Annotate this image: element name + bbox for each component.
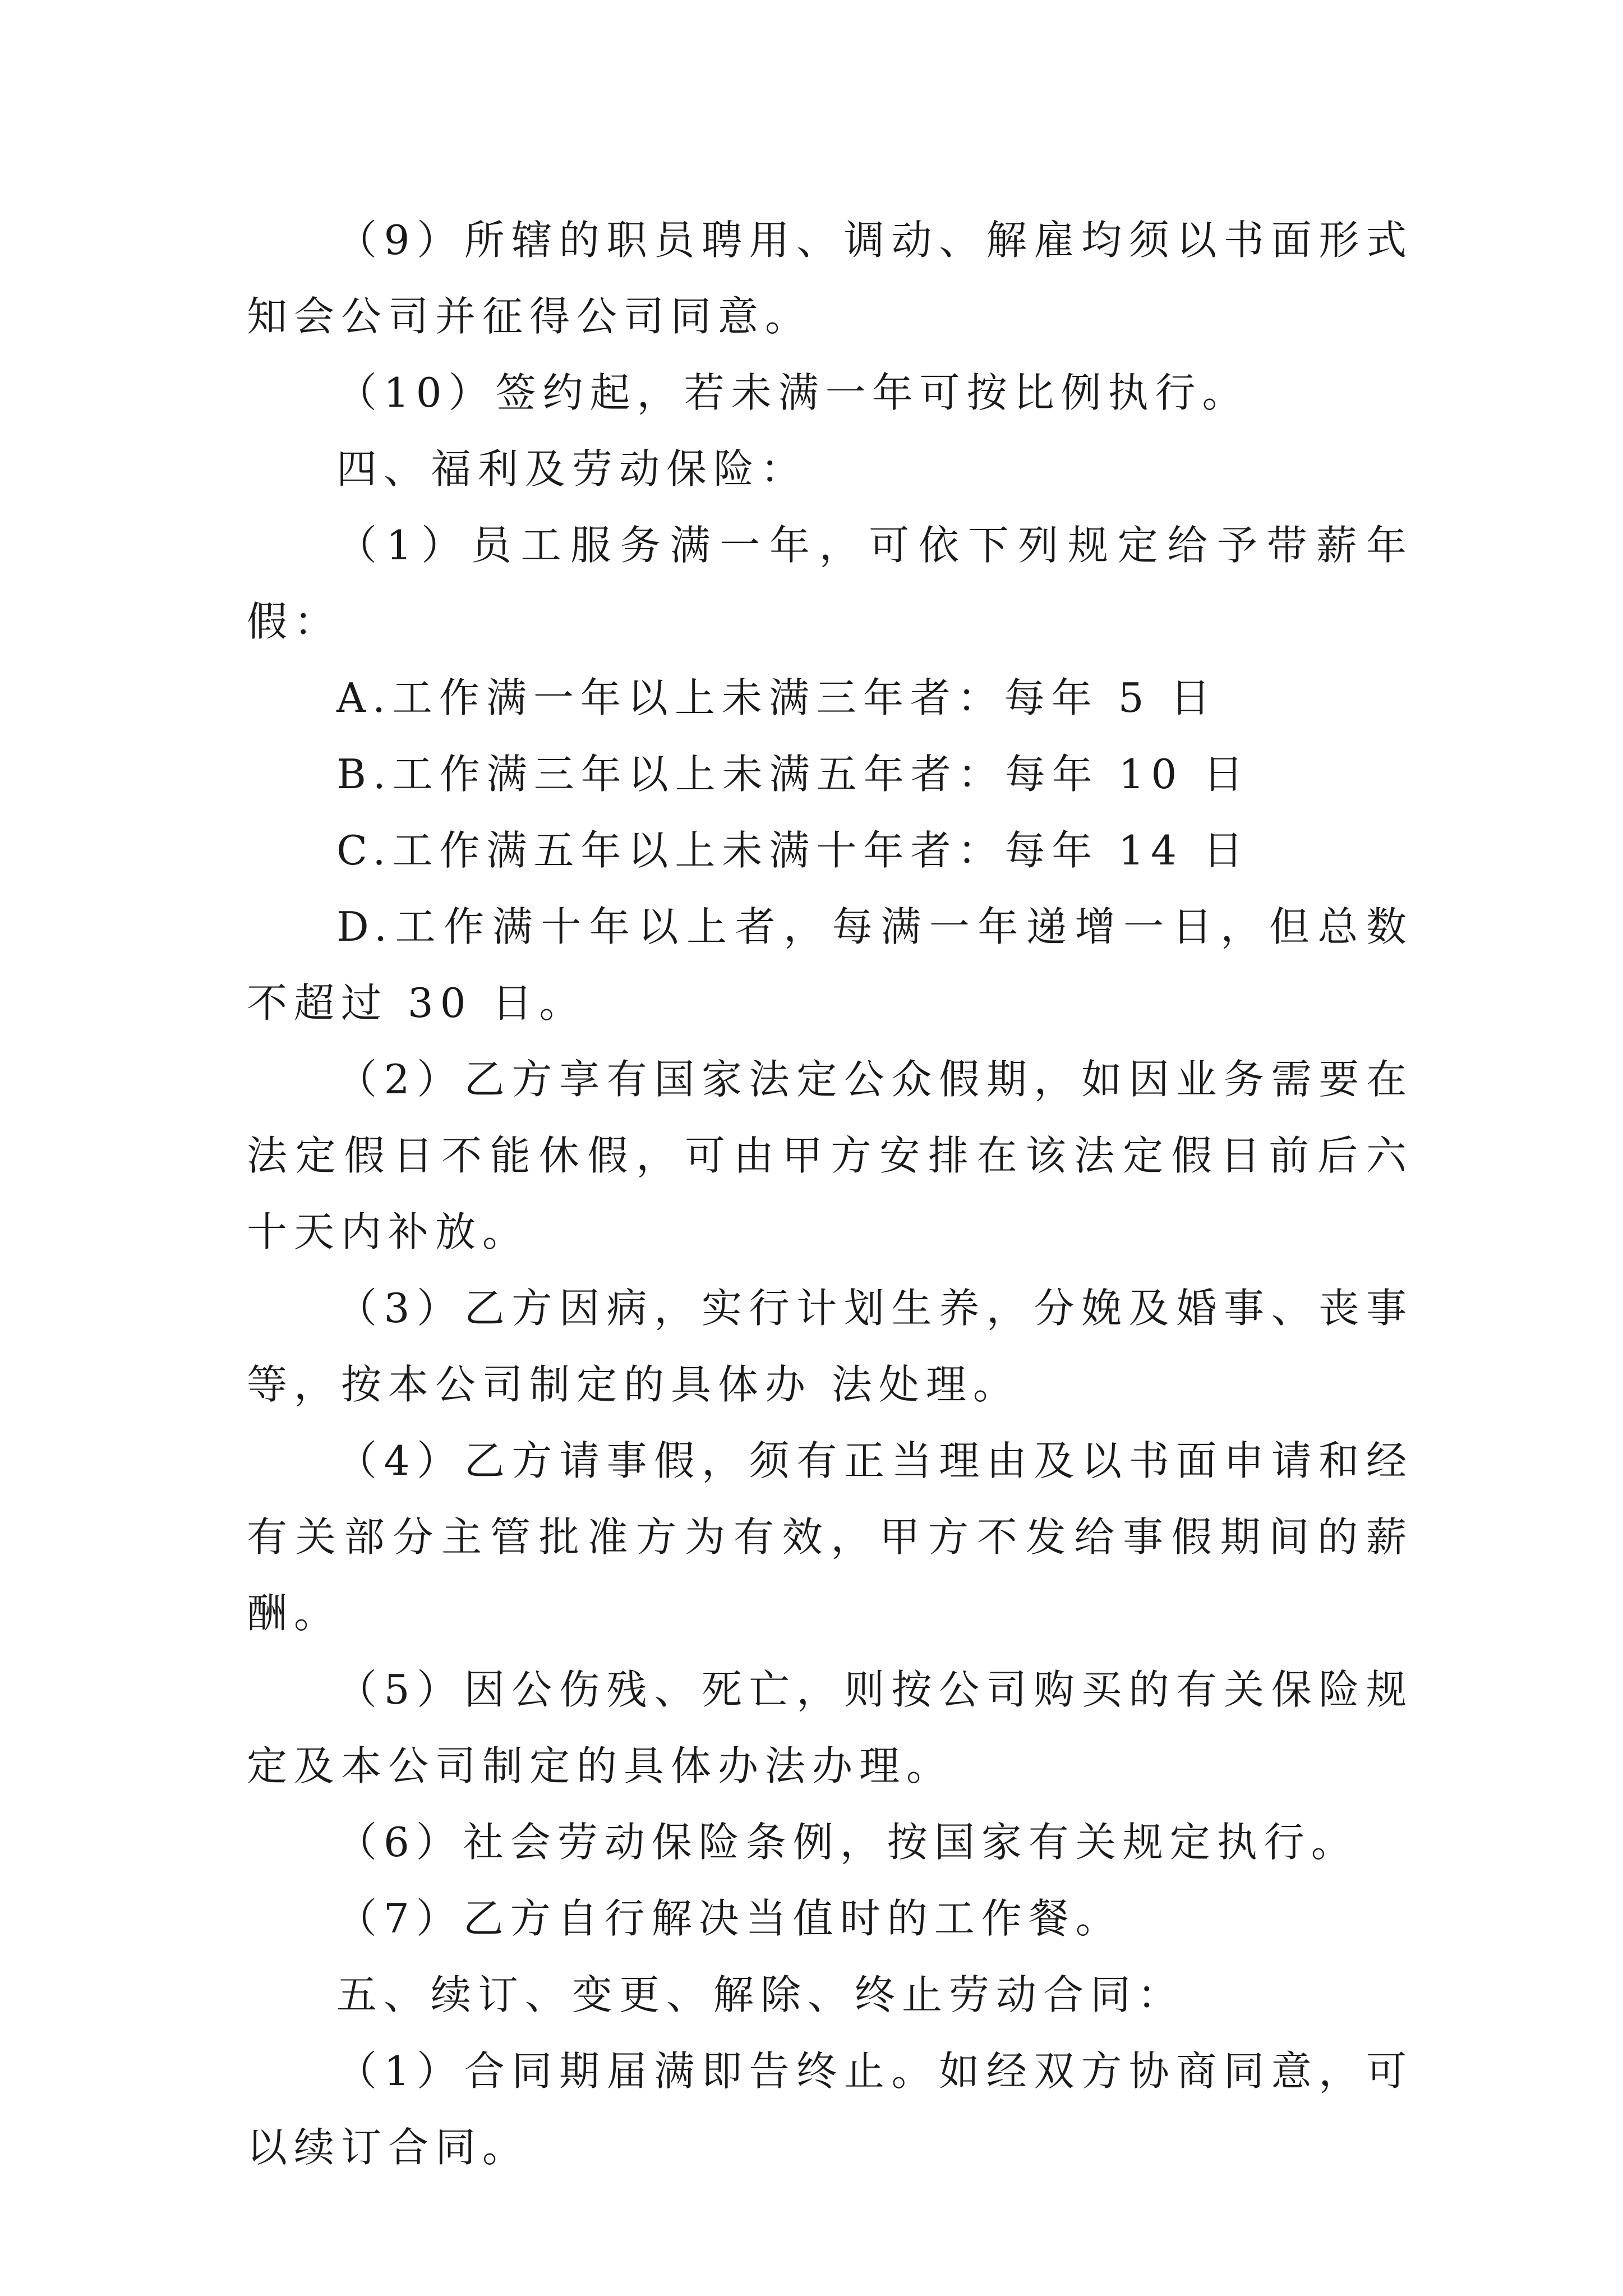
clause-4-5: （5）因公伤残、死亡，则按公司购买的有关保险规定及本公司制定的具体办法办理。 bbox=[247, 1666, 1413, 1789]
clause-4-1-c: C.工作满五年以上未满十年者：每年 14 日 bbox=[336, 827, 1250, 874]
clause-4-6: （6）社会劳动保险条例，按国家有关规定执行。 bbox=[336, 1819, 1358, 1866]
clause-4-7: （7）乙方自行解决当值时的工作餐。 bbox=[336, 1895, 1123, 1942]
clause-4-1: （1）员工服务满一年，可依下列规定给予带薪年假： bbox=[247, 522, 1413, 645]
clause-4-1-d: D.工作满十年以上者，每满一年递增一日，但总数不超过 30 日。 bbox=[247, 903, 1413, 1027]
document-body bbox=[247, 202, 1413, 2185]
clause-5-1: （1）合同期届满即告终止。如经双方协商同意，可以续订合同。 bbox=[247, 2047, 1413, 2171]
clause-10: （10）签约起，若未满一年可按比例执行。 bbox=[336, 369, 1249, 416]
clause-4-1-a: A.工作满一年以上未满三年者：每年 5 日 bbox=[336, 674, 1218, 721]
section-5-heading: 五、续订、变更、解除、终止劳动合同： bbox=[336, 1971, 1185, 2018]
section-4-heading: 四、福利及劳动保险： bbox=[336, 445, 808, 493]
clause-4-3: （3）乙方因病，实行计划生养，分娩及婚事、丧事等，按本公司制定的具体办 法处理。 bbox=[247, 1285, 1413, 1408]
clause-4-2: （2）乙方享有国家法定公众假期，如因业务需要在法定假日不能休假，可由甲方安排在该法定假日前后六十天内补放。 bbox=[247, 1056, 1413, 1255]
clause-9: （9）所辖的职员聘用、调动、解雇均须以书面形式知会公司并征得公司同意。 bbox=[247, 217, 1413, 340]
clause-4-1-b: B.工作满三年以上未满五年者：每年 10 日 bbox=[336, 751, 1251, 798]
clause-4-4: （4）乙方请事假，须有正当理由及以书面申请和经有关部分主管批准方为有效，甲方不发给事假期间的薪酬。 bbox=[247, 1437, 1413, 1637]
